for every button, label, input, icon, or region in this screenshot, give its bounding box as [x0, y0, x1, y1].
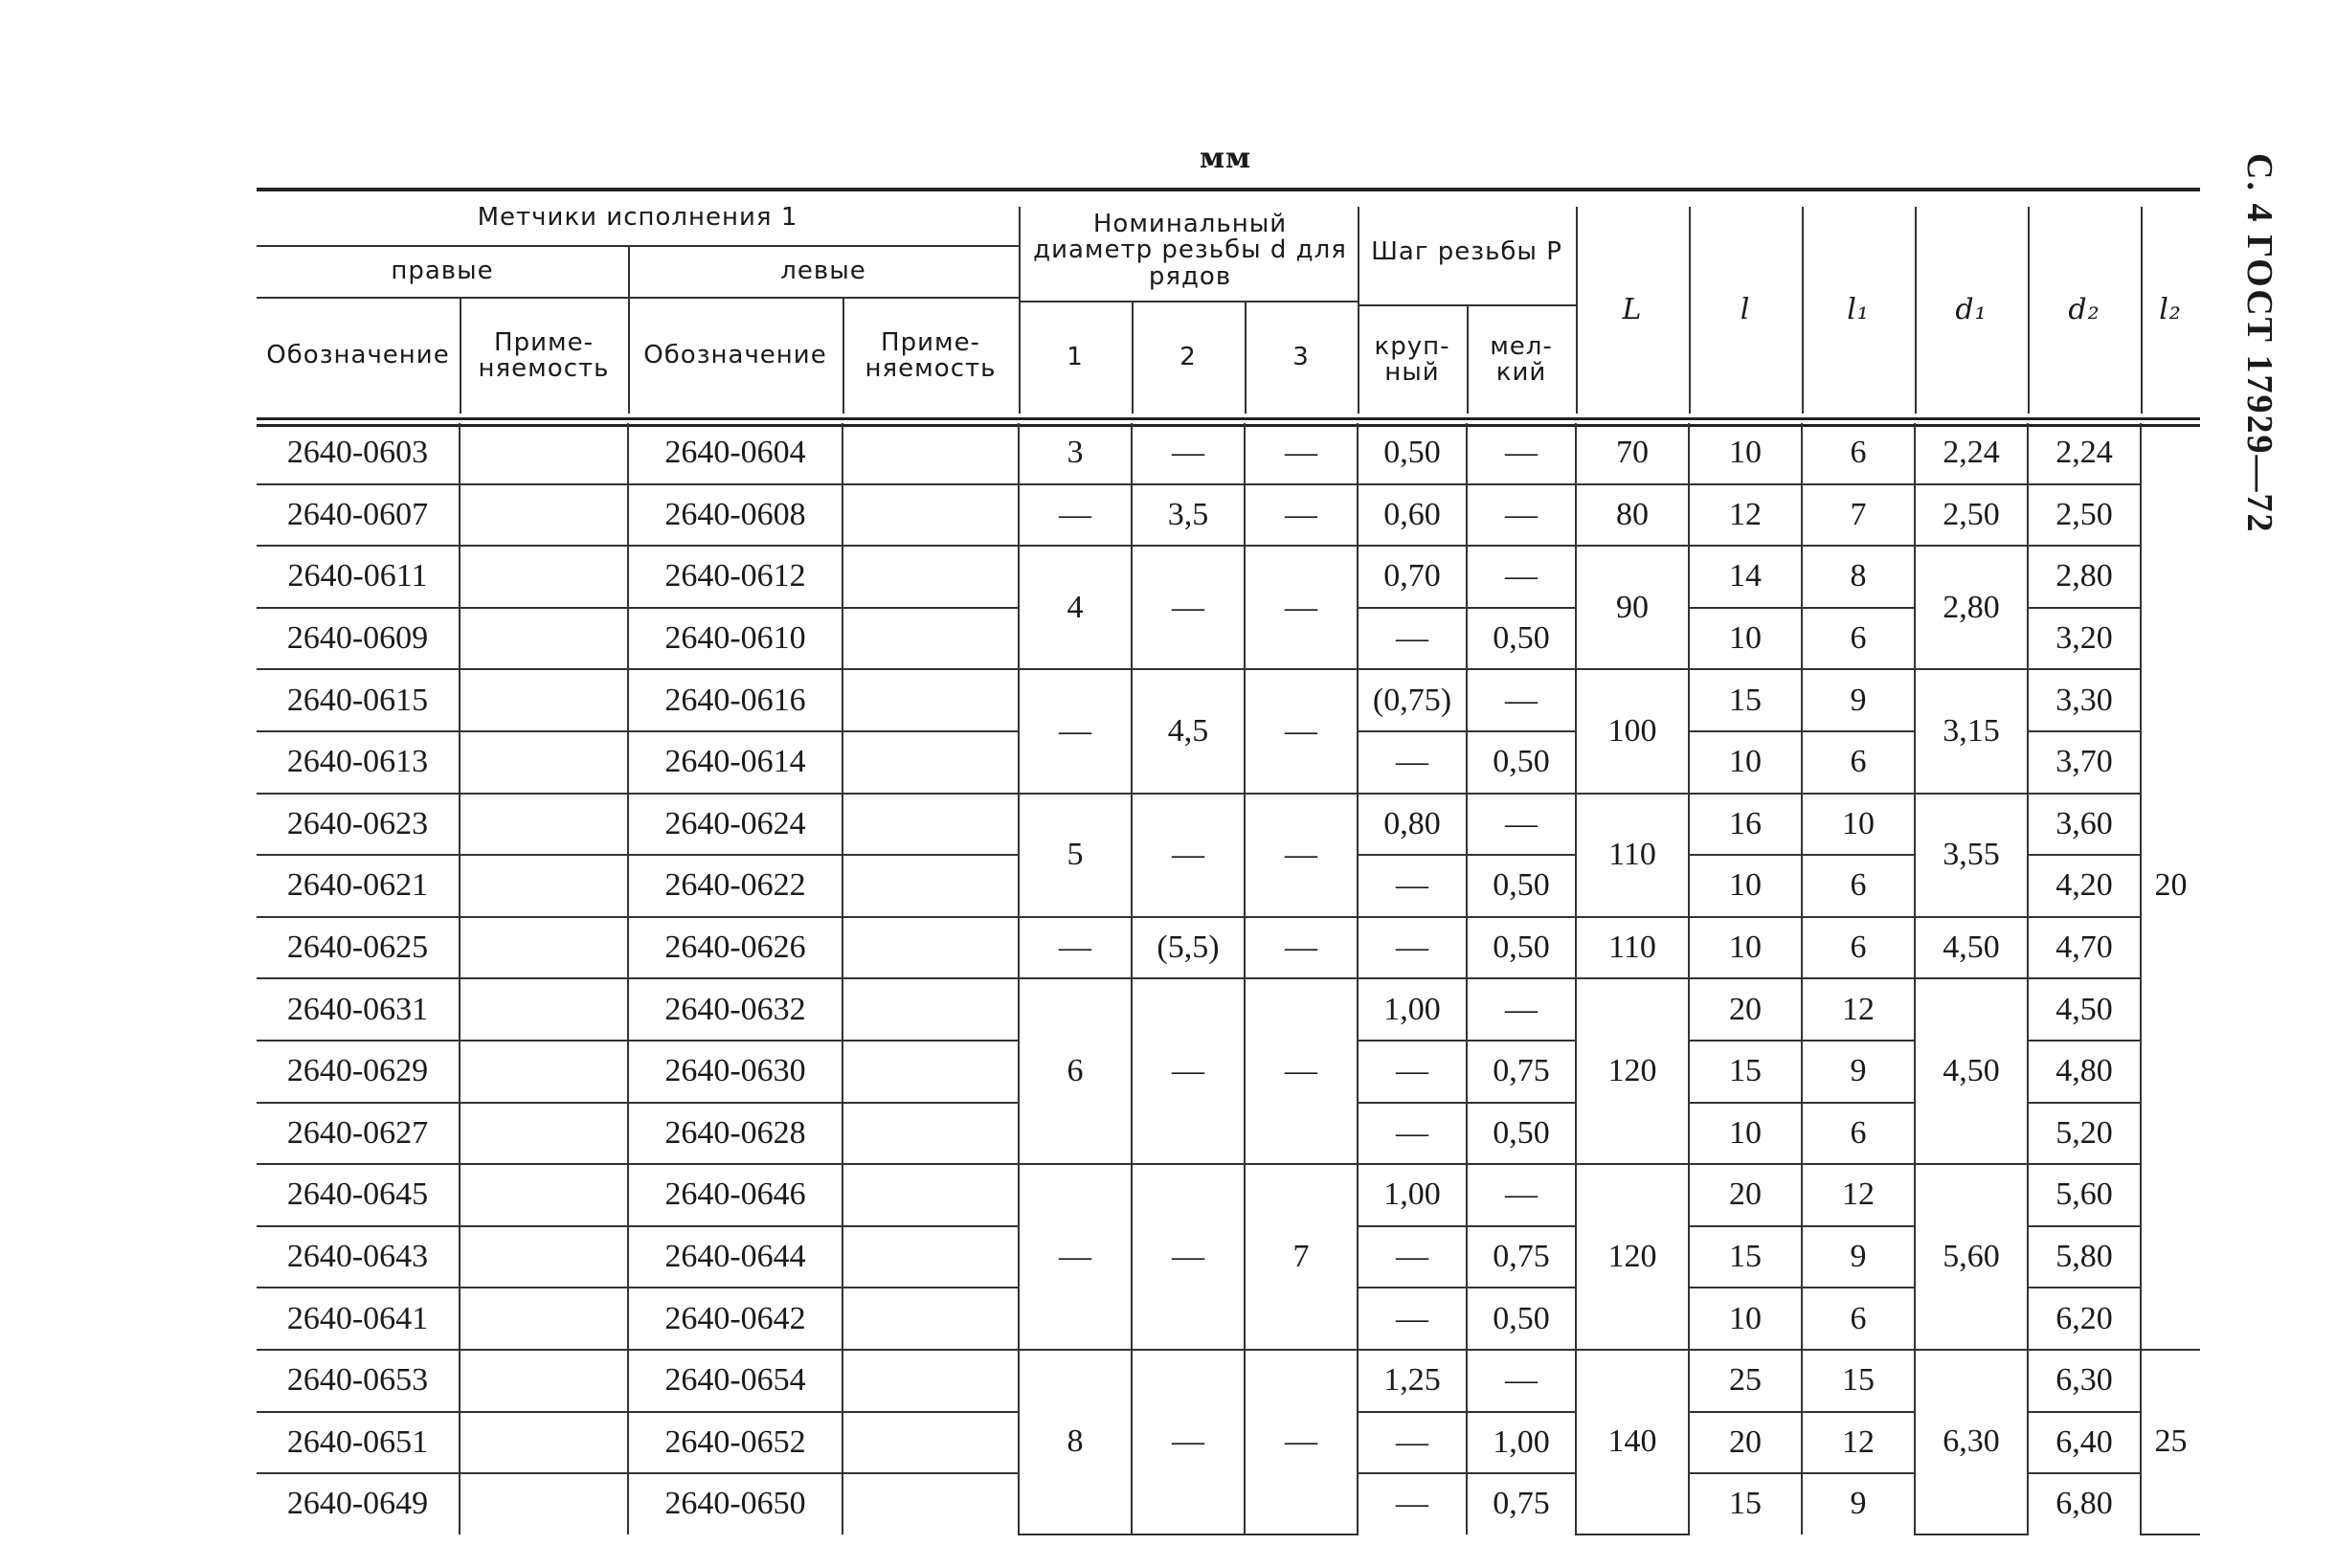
- diameter-row3-cell: —: [1245, 423, 1358, 484]
- right-designation-cell: 2640-0609: [257, 608, 460, 670]
- coarse-pitch-cell: 1,00: [1358, 1164, 1467, 1226]
- diameter-row3-cell: —: [1245, 484, 1358, 547]
- coarse-pitch-cell: —: [1358, 855, 1467, 917]
- left-applicability-cell: [842, 1288, 1019, 1350]
- length-l-cell: 15: [1689, 1473, 1802, 1534]
- length-L-cell: 140: [1576, 1350, 1689, 1534]
- unit-label: мм: [1199, 142, 1252, 175]
- right-applicability-cell: [460, 917, 628, 979]
- fine-pitch-cell: 0,50: [1467, 608, 1576, 670]
- diameter-row3-cell: 7: [1245, 1164, 1358, 1350]
- diameter-row2-cell: 3,5: [1132, 484, 1245, 547]
- row-3-header: 3: [1292, 343, 1310, 372]
- fine-pitch-cell: 0,50: [1467, 1288, 1576, 1350]
- diameter-d2-cell: 5,20: [2028, 1103, 2141, 1165]
- diameter-d2-cell: 4,20: [2028, 855, 2141, 917]
- left-applicability-cell: [842, 731, 1019, 794]
- left-designation-header: Обозначение: [643, 341, 827, 370]
- right-applicability-cell: [460, 978, 628, 1041]
- left-designation-cell: 2640-0610: [628, 608, 842, 670]
- length-l1-cell: 12: [1802, 1412, 1915, 1474]
- table-row: [257, 917, 2200, 979]
- left-designation-cell: 2640-0628: [628, 1103, 842, 1165]
- left-designation-cell: 2640-0632: [628, 978, 842, 1041]
- left-designation-cell: 2640-0604: [628, 423, 842, 484]
- length-l1-cell: 6: [1802, 608, 1915, 670]
- left-designation-cell: 2640-0644: [628, 1226, 842, 1288]
- fine-pitch-cell: —: [1467, 978, 1576, 1041]
- right-designation-cell: 2640-0627: [257, 1103, 460, 1165]
- length-l1-cell: 6: [1802, 917, 1915, 979]
- diameter-d2-cell: 6,30: [2028, 1350, 2141, 1412]
- length-l1-cell: 6: [1802, 1103, 1915, 1165]
- fine-pitch-cell: 0,50: [1467, 855, 1576, 917]
- right-applicability-cell: [460, 855, 628, 917]
- table-row: [257, 794, 2200, 856]
- fine-pitch-cell: —: [1467, 1350, 1576, 1412]
- diameter-row2-cell: —: [1132, 423, 1245, 484]
- diameter-d2-cell: 2,50: [2028, 484, 2141, 547]
- left-applicability-cell: [842, 423, 1019, 484]
- length-l1-cell: 9: [1802, 1473, 1915, 1534]
- row-1-header: 1: [1067, 343, 1084, 372]
- left-designation-cell: 2640-0646: [628, 1164, 842, 1226]
- diameter-row1-cell: 6: [1019, 978, 1132, 1164]
- diameter-row3-cell: —: [1245, 1350, 1358, 1534]
- fine-pitch-cell: 0,75: [1467, 1226, 1576, 1288]
- d2-header: d₂: [2068, 293, 2100, 327]
- length-l2-cell: 20: [2141, 423, 2200, 1350]
- right-applicability-cell: [460, 1103, 628, 1165]
- diameter-d2-cell: 2,80: [2028, 546, 2141, 608]
- length-l1-cell: 10: [1802, 794, 1915, 856]
- diameter-row2-cell: —: [1132, 794, 1245, 917]
- length-l-cell: 25: [1689, 1350, 1802, 1412]
- length-l2-cell: 25: [2141, 1350, 2200, 1534]
- length-l1-cell: 15: [1802, 1350, 1915, 1412]
- right-applicability-cell: [460, 669, 628, 731]
- left-applicability-cell: [842, 484, 1019, 547]
- right-applicability-header: Приме- няемость: [478, 327, 610, 383]
- diameter-row1-cell: 4: [1019, 546, 1132, 669]
- coarse-pitch-cell: 1,25: [1358, 1350, 1467, 1412]
- length-L-cell: 70: [1576, 423, 1689, 484]
- coarse-pitch-cell: 1,00: [1358, 978, 1467, 1041]
- L-header: L: [1622, 293, 1643, 327]
- left-designation-cell: 2640-0654: [628, 1350, 842, 1412]
- coarse-pitch-cell: (0,75): [1358, 669, 1467, 731]
- left-designation-cell: 2640-0622: [628, 855, 842, 917]
- fine-pitch-cell: —: [1467, 423, 1576, 484]
- diameter-d1-cell: 3,15: [1915, 669, 2028, 793]
- length-l-cell: 10: [1689, 1103, 1802, 1165]
- length-l1-cell: 7: [1802, 484, 1915, 547]
- left-applicability-cell: [842, 546, 1019, 608]
- right-applicability-cell: [460, 1412, 628, 1474]
- fine-pitch-cell: 0,50: [1467, 1103, 1576, 1165]
- diameter-d1-cell: 4,50: [1915, 978, 2028, 1164]
- left-applicability-cell: [842, 608, 1019, 670]
- table-row: [257, 978, 2200, 1041]
- right-applicability-cell: [460, 608, 628, 670]
- diameter-d2-cell: 6,40: [2028, 1412, 2141, 1474]
- left-designation-cell: 2640-0630: [628, 1041, 842, 1103]
- right-applicability-cell: [460, 1288, 628, 1350]
- right-designation-cell: 2640-0645: [257, 1164, 460, 1226]
- table-header: [257, 188, 2200, 420]
- diameter-d2-cell: 6,80: [2028, 1473, 2141, 1534]
- diameter-d2-cell: 5,80: [2028, 1226, 2141, 1288]
- length-l-cell: 10: [1689, 855, 1802, 917]
- length-l-cell: 15: [1689, 1041, 1802, 1103]
- diameter-d2-cell: 3,30: [2028, 669, 2141, 731]
- right-designation-cell: 2640-0623: [257, 794, 460, 856]
- diameter-row2-cell: —: [1132, 546, 1245, 669]
- left-applicability-cell: [842, 978, 1019, 1041]
- page-side-label: С. 4 ГОСТ 17929—72: [2239, 153, 2280, 534]
- length-l-cell: 15: [1689, 1226, 1802, 1288]
- length-L-cell: 90: [1576, 546, 1689, 669]
- coarse-pitch-cell: —: [1358, 917, 1467, 979]
- fine-pitch-cell: —: [1467, 484, 1576, 547]
- left-applicability-cell: [842, 855, 1019, 917]
- right-applicability-cell: [460, 1473, 628, 1534]
- right-designation-cell: 2640-0615: [257, 669, 460, 731]
- left-designation-cell: 2640-0612: [628, 546, 842, 608]
- diameter-row1-cell: 5: [1019, 794, 1132, 917]
- left-applicability-header: Приме- няемость: [865, 327, 997, 383]
- fine-pitch-header: мел- кий: [1490, 331, 1553, 387]
- coarse-pitch-cell: —: [1358, 731, 1467, 794]
- length-l1-cell: 6: [1802, 855, 1915, 917]
- table-row: [257, 669, 2200, 731]
- length-l1-cell: 8: [1802, 546, 1915, 608]
- diameter-row1-cell: 8: [1019, 1350, 1132, 1534]
- nominal-diameter-header: Номинальный диаметр резьбы d для рядов: [1033, 210, 1347, 291]
- diameter-d1-cell: 3,55: [1915, 794, 2028, 917]
- right-applicability-cell: [460, 1350, 628, 1412]
- length-l-cell: 20: [1689, 978, 1802, 1041]
- diameter-row2-cell: 4,5: [1132, 669, 1245, 793]
- coarse-pitch-cell: —: [1358, 608, 1467, 670]
- right-designation-cell: 2640-0607: [257, 484, 460, 547]
- fine-pitch-cell: 0,75: [1467, 1473, 1576, 1534]
- length-l1-cell: 9: [1802, 669, 1915, 731]
- right-applicability-cell: [460, 731, 628, 794]
- left-applicability-cell: [842, 1103, 1019, 1165]
- diameter-row1-cell: —: [1019, 1164, 1132, 1350]
- left-applicability-cell: [842, 1350, 1019, 1412]
- right-applicability-cell: [460, 1164, 628, 1226]
- diameter-row2-cell: (5,5): [1132, 917, 1245, 979]
- fine-pitch-cell: —: [1467, 546, 1576, 608]
- right-designation-cell: 2640-0653: [257, 1350, 460, 1412]
- table-row: [257, 1164, 2200, 1226]
- left-applicability-cell: [842, 1226, 1019, 1288]
- diameter-d2-cell: 4,80: [2028, 1041, 2141, 1103]
- diameter-row2-cell: —: [1132, 1164, 1245, 1350]
- length-l1-cell: 12: [1802, 1164, 1915, 1226]
- diameter-row2-cell: —: [1132, 1350, 1245, 1534]
- diameter-row1-cell: 3: [1019, 423, 1132, 484]
- length-l-cell: 10: [1689, 608, 1802, 670]
- d1-header: d₁: [1955, 293, 1988, 327]
- coarse-pitch-cell: 0,50: [1358, 423, 1467, 484]
- coarse-pitch-cell: 0,70: [1358, 546, 1467, 608]
- length-l-cell: 10: [1689, 731, 1802, 794]
- length-L-cell: 110: [1576, 794, 1689, 917]
- left-hand-group: левые: [780, 257, 866, 286]
- left-applicability-cell: [842, 669, 1019, 731]
- coarse-pitch-header: круп- ный: [1374, 331, 1450, 387]
- right-hand-group: правые: [391, 257, 494, 286]
- diameter-d1-cell: 2,24: [1915, 423, 2028, 484]
- right-designation-cell: 2640-0643: [257, 1226, 460, 1288]
- left-applicability-cell: [842, 1412, 1019, 1474]
- fine-pitch-cell: 1,00: [1467, 1412, 1576, 1474]
- table-row: [257, 423, 2200, 484]
- length-l1-cell: 9: [1802, 1041, 1915, 1103]
- diameter-d2-cell: 2,24: [2028, 423, 2141, 484]
- coarse-pitch-cell: —: [1358, 1288, 1467, 1350]
- thread-pitch-header: Шаг резьбы P: [1371, 237, 1562, 267]
- left-designation-cell: 2640-0642: [628, 1288, 842, 1350]
- table-body: [257, 423, 2200, 1522]
- coarse-pitch-cell: —: [1358, 1412, 1467, 1474]
- coarse-pitch-cell: 0,60: [1358, 484, 1467, 547]
- right-designation-cell: 2640-0649: [286, 1486, 429, 1522]
- left-applicability-cell: [842, 1164, 1019, 1226]
- left-designation-cell: 2640-0650: [628, 1473, 842, 1534]
- diameter-d2-cell: 5,60: [2028, 1164, 2141, 1226]
- table-row: [257, 484, 2200, 547]
- right-applicability-cell: [460, 1226, 628, 1288]
- length-l1-cell: 9: [1802, 1226, 1915, 1288]
- left-designation-cell: 2640-0624: [628, 794, 842, 856]
- fine-pitch-cell: 0,50: [1467, 731, 1576, 794]
- diameter-d1-cell: 4,50: [1915, 917, 2028, 979]
- data-table: [257, 423, 2200, 1535]
- right-applicability-cell: [460, 484, 628, 547]
- length-l1-cell: 12: [1802, 978, 1915, 1041]
- length-l-cell: 16: [1689, 794, 1802, 856]
- length-l-cell: 10: [1689, 917, 1802, 979]
- table-row: [257, 546, 2200, 608]
- taps-group-title: Метчики исполнения 1: [477, 203, 798, 233]
- diameter-row3-cell: —: [1245, 917, 1358, 979]
- diameter-row1-cell: —: [1019, 669, 1132, 793]
- length-l-cell: 10: [1689, 423, 1802, 484]
- diameter-row2-cell: —: [1132, 978, 1245, 1164]
- table-row: [257, 1350, 2200, 1412]
- length-L-cell: 80: [1576, 484, 1689, 547]
- length-L-cell: 120: [1576, 1164, 1689, 1350]
- right-designation-header: Обозначение: [266, 341, 450, 370]
- right-designation-cell: 2640-0631: [257, 978, 460, 1041]
- right-designation-cell: 2640-0613: [257, 731, 460, 794]
- diameter-row3-cell: —: [1245, 794, 1358, 917]
- length-L-cell: 100: [1576, 669, 1689, 793]
- fine-pitch-cell: —: [1467, 669, 1576, 731]
- right-designation-cell: 2640-0625: [257, 917, 460, 979]
- length-L-cell: 110: [1576, 917, 1689, 979]
- right-applicability-cell: [460, 546, 628, 608]
- diameter-d1-cell: 2,50: [1915, 484, 2028, 547]
- length-l1-cell: 6: [1802, 731, 1915, 794]
- diameter-d2-cell: 4,70: [2028, 917, 2141, 979]
- length-l-cell: 20: [1689, 1164, 1802, 1226]
- diameter-d2-cell: 3,70: [2028, 731, 2141, 794]
- fine-pitch-cell: 0,75: [1467, 1041, 1576, 1103]
- length-L-cell: 120: [1576, 978, 1689, 1164]
- diameter-d2-cell: 4,50: [2028, 978, 2141, 1041]
- length-l-cell: 20: [1689, 1412, 1802, 1474]
- right-applicability-cell: [460, 423, 628, 484]
- length-l1-cell: 6: [1802, 1288, 1915, 1350]
- l1-header: l₁: [1847, 293, 1870, 327]
- diameter-row1-cell: —: [1019, 917, 1132, 979]
- diameter-d2-cell: 3,20: [2028, 608, 2141, 670]
- left-designation-cell: 2640-0608: [628, 484, 842, 547]
- l-header: l: [1740, 293, 1751, 327]
- fine-pitch-cell: —: [1467, 1164, 1576, 1226]
- length-l-cell: 14: [1689, 546, 1802, 608]
- diameter-d2-cell: 6,20: [2028, 1288, 2141, 1350]
- length-l-cell: 10: [1689, 1288, 1802, 1350]
- length-l-cell: 12: [1689, 484, 1802, 547]
- l2-header: l₂: [2159, 293, 2182, 327]
- right-applicability-cell: [460, 1041, 628, 1103]
- diameter-d1-cell: 6,30: [1915, 1350, 2028, 1534]
- left-designation-cell: 2640-0652: [628, 1412, 842, 1474]
- diameter-row3-cell: —: [1245, 978, 1358, 1164]
- right-designation-cell: 2640-0611: [257, 546, 460, 608]
- coarse-pitch-cell: —: [1358, 1473, 1467, 1534]
- fine-pitch-cell: —: [1467, 794, 1576, 856]
- right-designation-cell: 2640-0651: [257, 1412, 460, 1474]
- right-designation-cell: 2640-0629: [257, 1041, 460, 1103]
- length-l1-cell: 6: [1802, 423, 1915, 484]
- left-applicability-cell: [842, 794, 1019, 856]
- fine-pitch-cell: 0,50: [1467, 917, 1576, 979]
- right-designation-cell: 2640-0621: [257, 855, 460, 917]
- right-designation-cell: 2640-0603: [257, 423, 460, 484]
- diameter-row3-cell: —: [1245, 546, 1358, 669]
- diameter-d1-cell: 5,60: [1915, 1164, 2028, 1350]
- row-2-header: 2: [1179, 343, 1197, 372]
- left-applicability-cell: [842, 917, 1019, 979]
- left-applicability-cell: [842, 1473, 1019, 1534]
- left-designation-cell: 2640-0614: [628, 731, 842, 794]
- left-designation-cell: 2640-0626: [628, 917, 842, 979]
- coarse-pitch-cell: —: [1358, 1226, 1467, 1288]
- diameter-row1-cell: —: [1019, 484, 1132, 547]
- coarse-pitch-cell: —: [1358, 1041, 1467, 1103]
- coarse-pitch-cell: —: [1358, 1103, 1467, 1165]
- coarse-pitch-cell: 0,80: [1358, 794, 1467, 856]
- right-designation-cell: 2640-0641: [257, 1288, 460, 1350]
- length-l-cell: 15: [1689, 669, 1802, 731]
- diameter-d2-cell: 3,60: [2028, 794, 2141, 856]
- left-applicability-cell: [842, 1041, 1019, 1103]
- diameter-d1-cell: 2,80: [1915, 546, 2028, 669]
- right-applicability-cell: [460, 794, 628, 856]
- left-designation-cell: 2640-0616: [628, 669, 842, 731]
- diameter-row3-cell: —: [1245, 669, 1358, 793]
